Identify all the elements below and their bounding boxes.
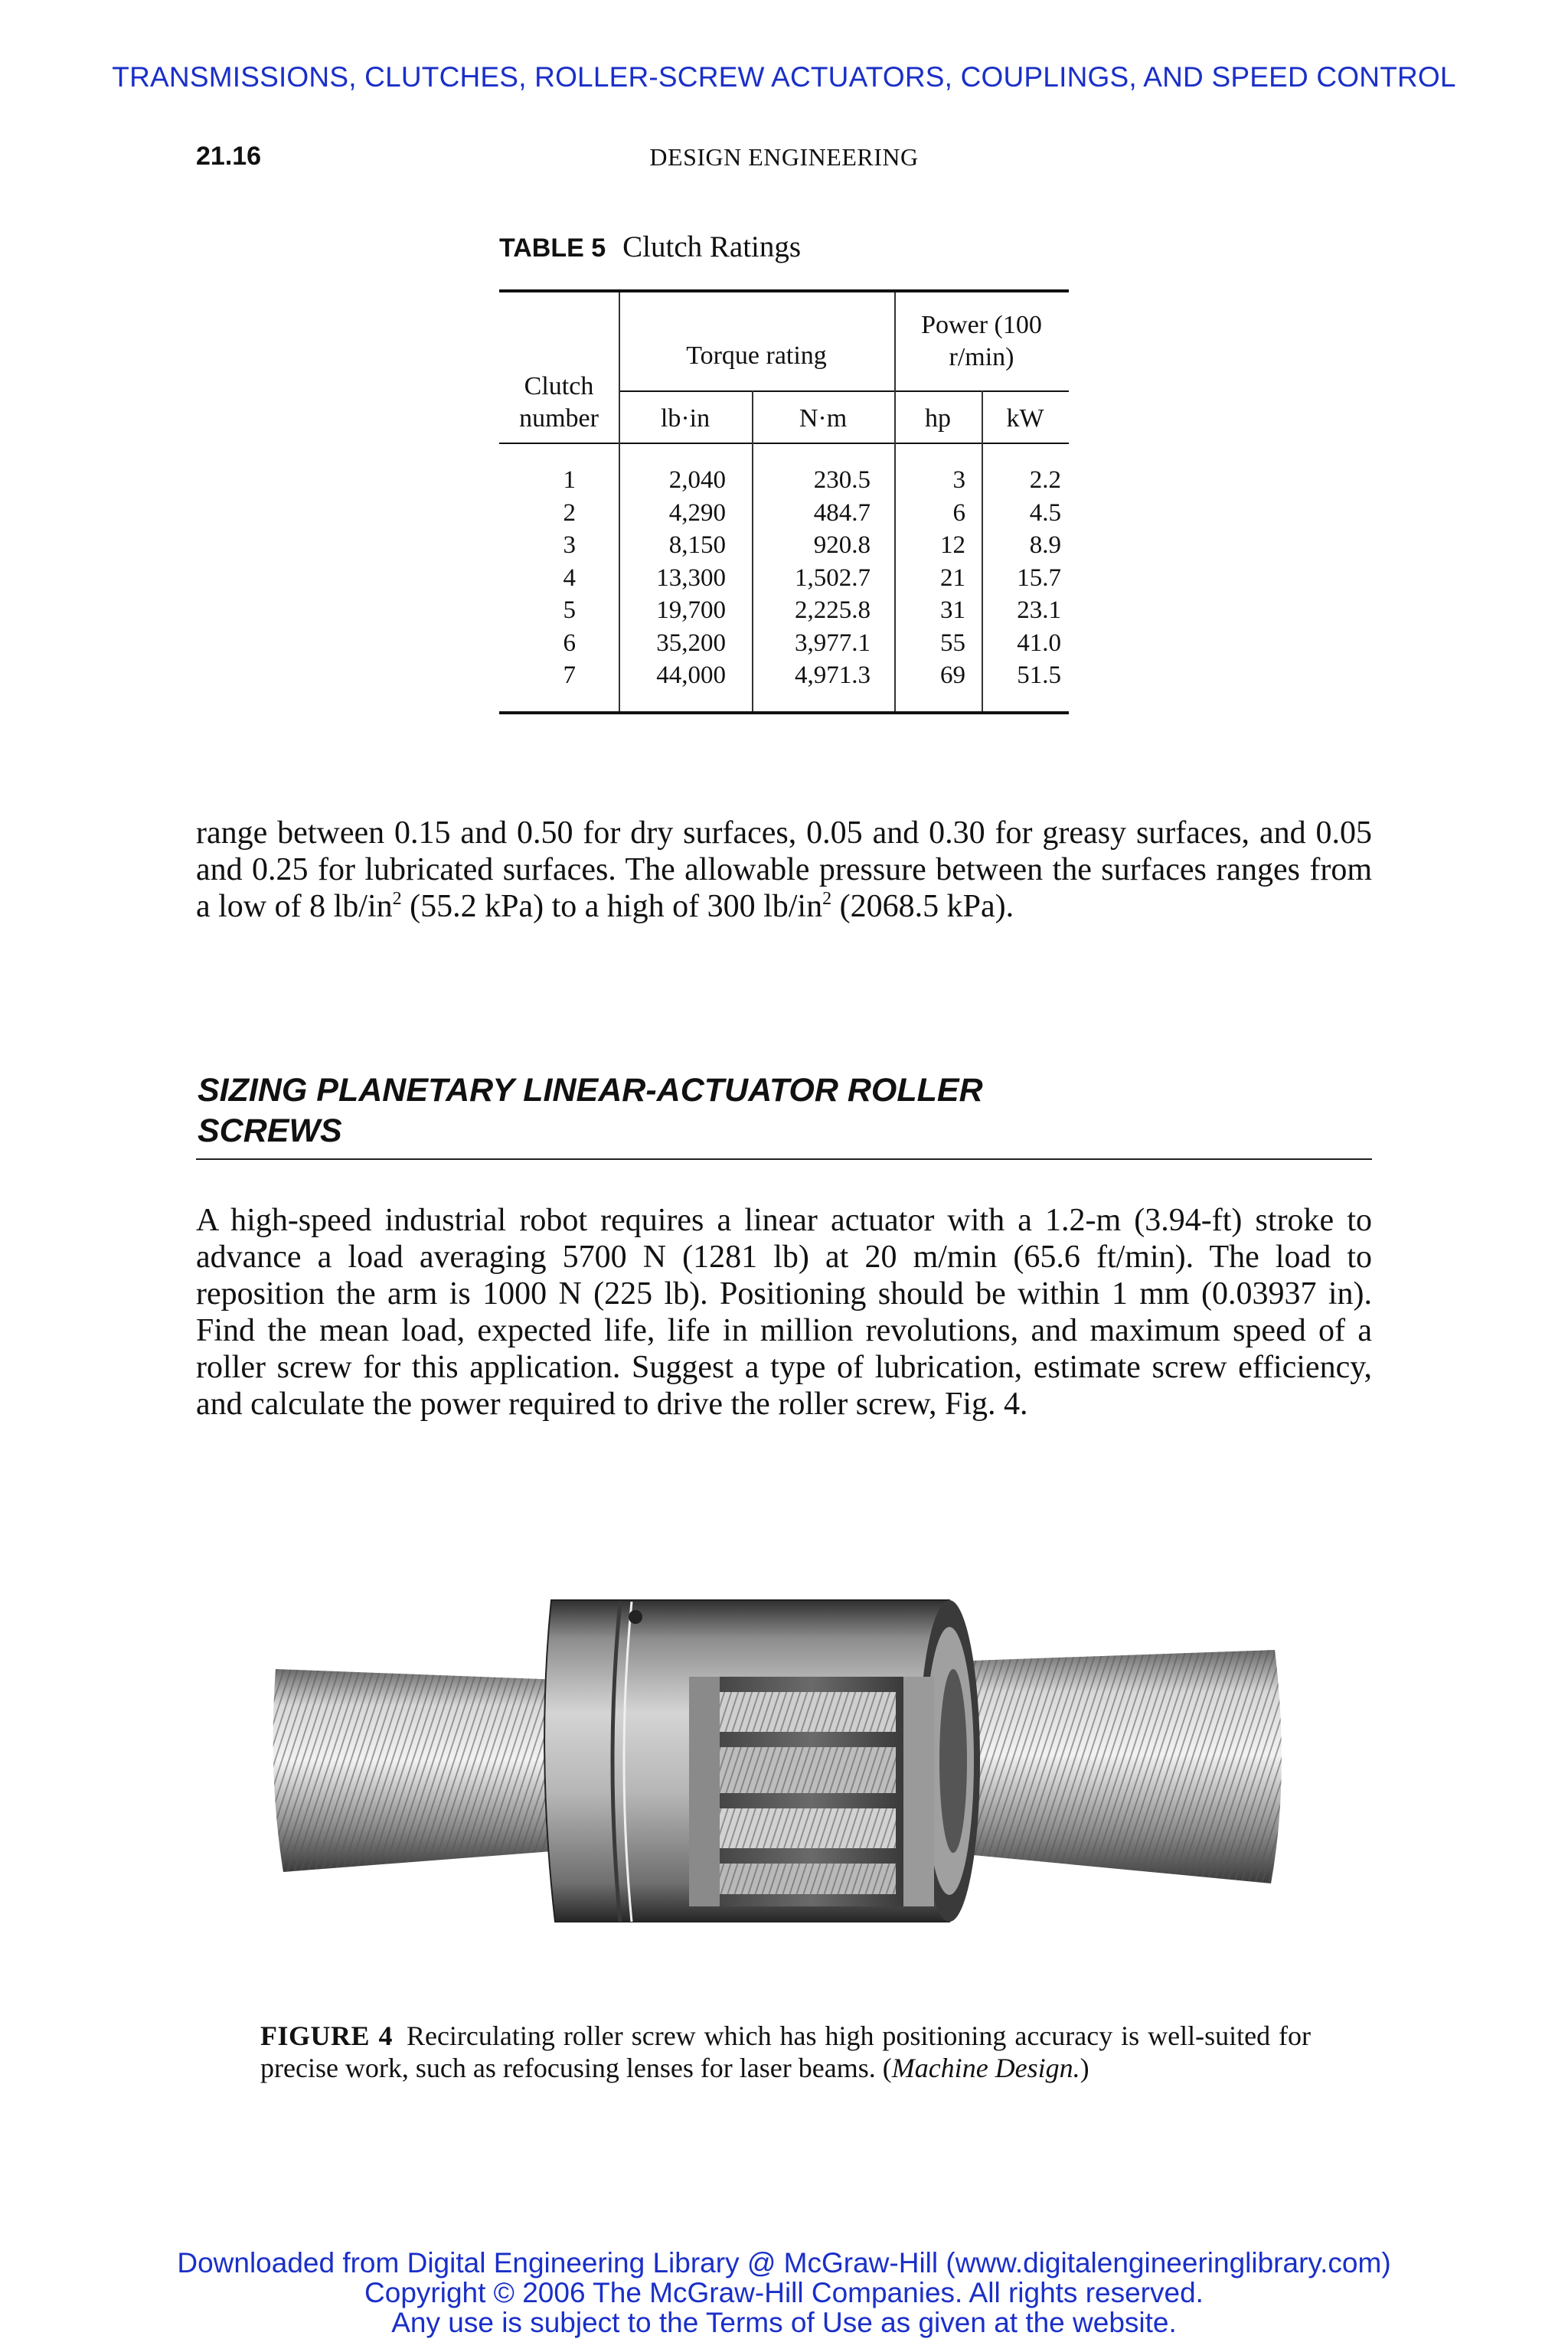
table-cell: 12: [940, 531, 965, 559]
footer-line-1[interactable]: Downloaded from Digital Engineering Library @ McGraw-Hill (www.digitalengineeringlibrary.com): [177, 2247, 1391, 2278]
table-cell: 6: [563, 629, 576, 657]
col-torque-nm: [752, 464, 871, 692]
running-head: TRANSMISSIONS, CLUTCHES, ROLLER-SCREW ACTUATORS, COUPLINGS, AND SPEED CONTROL: [112, 61, 1456, 93]
table-title: Clutch Ratings: [622, 230, 802, 263]
table-cell: 4.5: [1029, 498, 1061, 527]
table-cell: 2: [563, 498, 576, 527]
section-rule: [196, 1158, 1372, 1160]
table-cell: 19,700: [656, 596, 726, 624]
figure-caption: FIGURE 4 Recirculating roller screw which has high positioning accuracy is well-suited for precise work, such as refocusing lenses for laser beams. (Machine Design.): [260, 2020, 1311, 2083]
roller-screw-photo: [260, 1547, 1286, 1952]
table-cell: 23.1: [1017, 596, 1061, 624]
table-cell: 2.2: [1029, 466, 1061, 494]
section-heading: SIZING PLANETARY LINEAR-ACTUATOR ROLLER SCREWS: [198, 1072, 983, 1149]
header-kw: kW: [1006, 404, 1044, 433]
table-cell: 484.7: [813, 498, 871, 527]
table-header-rule: [499, 443, 1069, 444]
header-nm: N·m: [799, 404, 848, 433]
header-power-line1: Power (100: [921, 311, 1042, 339]
table-cell: 1: [563, 466, 576, 494]
table-cell: 41.0: [1017, 629, 1061, 657]
table-cell: 4,290: [668, 498, 726, 527]
table-caption: [499, 230, 801, 264]
table-cell: 8,150: [668, 531, 726, 559]
table-cell: 1,502.7: [795, 564, 871, 592]
header-hp: hp: [925, 404, 951, 433]
roller-screw-illustration: [260, 1547, 1286, 1952]
table-cell: 35,200: [656, 629, 726, 657]
body-paragraph-1: range between 0.15 and 0.50 for dry surfaces, 0.05 and 0.30 for greasy surfaces, and 0.05 and 0.25 for lubricated surfaces. The allowable pressure between the surfaces ranges from a low of 8 $lb/in^2$ (55.2 kPa) to a high of 300 $lb/in^2$ (2068.5 kPa).: [196, 815, 1372, 924]
footer-line-2: Copyright © 2006 The McGraw-Hill Companies. All rights reserved.: [364, 2277, 1204, 2308]
table-cell: 3,977.1: [795, 629, 871, 657]
col-torque-lbin: [619, 464, 726, 692]
table-cell: 230.5: [813, 466, 871, 494]
table-cell: 6: [952, 498, 965, 527]
page-number: 21.16: [196, 142, 262, 171]
table-cell: 55: [940, 629, 965, 657]
col-clutch-number: [499, 464, 576, 692]
table-cell: 51.5: [1017, 662, 1061, 689]
table-cell: 2,040: [668, 466, 726, 494]
table-cell: 8.9: [1029, 531, 1061, 559]
table-cell: 4: [563, 564, 576, 592]
header-clutch-line1: Clutch: [524, 372, 594, 400]
figure-source: Machine Design.: [891, 2053, 1080, 2083]
table-cell: 3: [952, 466, 965, 494]
table-cell: 69: [940, 662, 965, 689]
figure-label: FIGURE 4: [260, 2020, 393, 2051]
header-lbin: lb·in: [660, 404, 710, 433]
table-cell: 4,971.3: [795, 662, 871, 689]
clutch-ratings-table: [499, 289, 1069, 715]
table-cell: 31: [940, 596, 965, 624]
table-cell: 5: [563, 596, 576, 624]
table-cell: 2,225.8: [795, 596, 871, 624]
table-subheader-rule: [619, 390, 1069, 392]
table-cell: 3: [563, 531, 576, 559]
col-power-kw: [982, 464, 1061, 692]
book-title: DESIGN ENGINEERING: [649, 143, 919, 171]
header-power-line2: r/min): [949, 343, 1014, 371]
table-cell: 920.8: [813, 531, 871, 559]
header-clutch-line2: number: [519, 404, 599, 433]
table-label: TABLE 5: [499, 234, 606, 263]
table-cell: 13,300: [656, 564, 726, 592]
table-top-rule: [499, 289, 1069, 292]
table-cell: 15.7: [1017, 564, 1061, 592]
table-cell: 44,000: [656, 662, 726, 689]
footer-line-3: Any use is subject to the Terms of Use as given at the website.: [391, 2307, 1177, 2338]
body-paragraph-2: A high-speed industrial robot requires a linear actuator with a 1.2-m (3.94-ft) stroke to advance a load averaging 5700 N (1281 lb) at 20 m/min (65.6 ft/min). The load to reposition the arm is 1000 N (225 lb). Positioning should be within 1 mm (0.03937 in). Find the mean load, expected life, life in million revolutions, and maximum speed of a roller screw for this application. Suggest a type of lubrication, estimate screw efficiency, and calculate the power required to drive the roller screw, Fig. 4.: [196, 1203, 1372, 1422]
col-power-hp: [894, 464, 965, 692]
table-cell: 21: [940, 564, 965, 592]
header-torque-rating: Torque rating: [686, 341, 827, 370]
table-cell: 7: [563, 662, 576, 689]
table-bottom-rule: [499, 711, 1069, 714]
planetary-rollers: [704, 1692, 896, 1894]
download-footer: [0, 2248, 1568, 2337]
